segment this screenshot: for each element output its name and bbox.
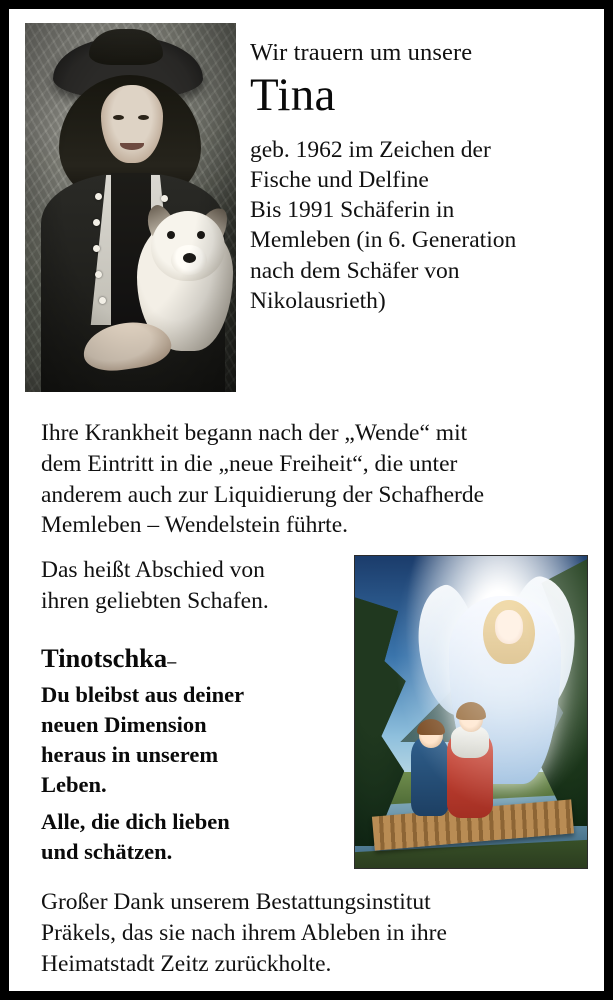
body-line: anderem auch zur Liquidierung der Schafherde xyxy=(41,481,485,508)
tribute-text xyxy=(41,680,371,867)
nickname-dash: – xyxy=(167,650,177,671)
closing-line: Großer Dank unserem Bestattungsinstitut xyxy=(41,889,431,916)
lead-line: Wir trauern um unsere xyxy=(250,39,473,66)
middle-left-text xyxy=(41,555,371,867)
bio-line: Nikolausrieth) xyxy=(250,288,386,315)
body-text-block xyxy=(41,418,588,541)
biography-block xyxy=(250,135,588,317)
bio-line: nach dem Schäfer von xyxy=(250,257,460,284)
top-section xyxy=(25,23,588,392)
tribute-line: neuen Dimension xyxy=(41,712,207,738)
closing-line: Präkels, das sie nach ihrem Ableben in ihre xyxy=(41,919,447,946)
tribute-line: heraus in unserem xyxy=(41,742,219,768)
closing-text-block xyxy=(41,887,588,979)
closing-line: Heimatstadt Zeitz zurückholte. xyxy=(41,950,332,977)
tribute-block xyxy=(41,643,371,867)
tribute-line: und schätzen. xyxy=(41,839,173,865)
bio-line: Bis 1991 Schäferin in xyxy=(250,197,455,224)
tribute-spacer xyxy=(41,800,371,807)
bio-line: Fische und Delfine xyxy=(250,166,429,193)
deceased-name: Tina xyxy=(250,69,336,122)
angel-with-children-on-bridge-picture xyxy=(354,555,588,869)
tribute-line: Alle, die dich lieben xyxy=(41,809,230,835)
tribute-line: Leben. xyxy=(41,772,107,798)
nickname-text: Tinotschka xyxy=(41,642,168,673)
body-line: Memleben – Wendelstein führte. xyxy=(41,512,349,539)
body-line: Ihre Krankheit begann nach der „Wende“ mit xyxy=(41,420,468,446)
body-line: ihren geliebten Schafen. xyxy=(41,587,269,614)
bio-line: geb. 1962 im Zeichen der xyxy=(250,136,491,163)
body-line: Das heißt Abschied von xyxy=(41,557,265,584)
portrait-photo-woman-with-dog xyxy=(25,23,236,392)
portrait-vignette xyxy=(25,23,236,392)
light-glow-overlay xyxy=(355,556,587,868)
middle-section xyxy=(41,555,588,867)
nickname-heading xyxy=(41,643,371,675)
bio-line: Memleben (in 6. Generation xyxy=(250,227,517,254)
notice-inner xyxy=(9,9,604,991)
body-line: dem Eintritt in die „neue Freiheit“, die unter xyxy=(41,450,458,477)
tribute-line: Du bleibst aus deiner xyxy=(41,682,245,708)
top-text-block xyxy=(250,23,588,316)
